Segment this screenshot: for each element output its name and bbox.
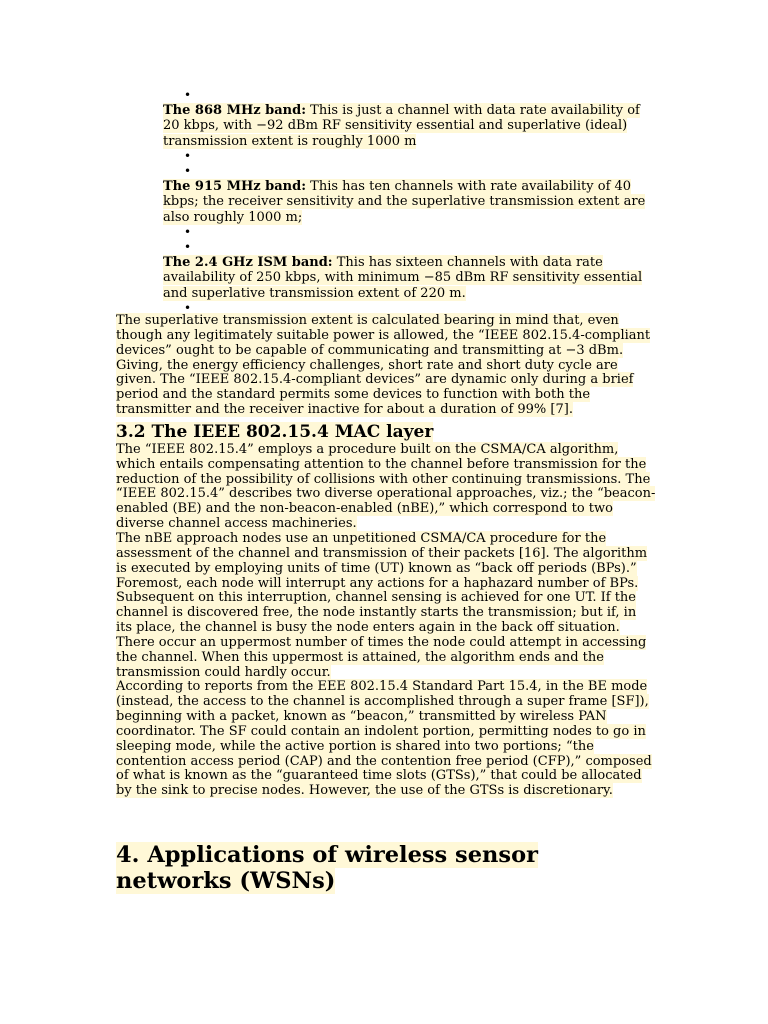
bullet-marker bbox=[163, 225, 653, 240]
band-868-text: This is just a channel with data rate availability of 20 kbps, with −92 dBm RF sensitivity essential and superlative (ideal) transmission extent is roughly 1000 m bbox=[163, 103, 640, 149]
bullet-marker bbox=[163, 88, 653, 103]
section-title bbox=[116, 842, 656, 894]
bullet-marker bbox=[163, 240, 653, 255]
band-915-text: This has ten channels with rate availability of 40 kbps; the receiver sensitivity and the superlative transmission extent are also roughly 1000 m; bbox=[163, 179, 646, 225]
paragraph-be-text: According to reports from the EEE 802.15.4 Standard Part 15.4, in the BE mode (instead, the access to the channel is accomplished through a super frame [SF]), beginning with a packet, known as “beacon,” transmitted by wireless PAN coordinator. The SF could contain an indolent portion, permitting nodes to go in sleeping mode, while the active portion is shared into two portions; “the contention access period (CAP) and the contention free period (CFP),” composed of what is known as the “guaranteed time slots (GTSs),” that could be allocated by the sink to precise nodes. However, the use of the GTSs is discretionary. bbox=[116, 679, 652, 799]
paragraph-mac-text: The “IEEE 802.15.4” employs a procedure built on the CSMA/CA algorithm, which entails compensating attention to the channel before transmission for the reduction of the possibility of collisions with other continuing transmissions. The “IEEE 802.15.4” describes two diverse operational approaches, viz.; the “beacon-enabled (BE) and the non-beacon-enabled (nBE),” which correspond to two diverse channel access machineries. bbox=[116, 441, 656, 532]
band-2400-text: This has sixteen channels with data rate availability of 250 kbps, with minimum −85 dBm RF sensitivity essential and superlative transmission extent of 220 m. bbox=[163, 255, 643, 301]
body-text bbox=[116, 314, 656, 799]
band-2400-name: The 2.4 GHz ISM band: bbox=[163, 255, 333, 271]
band-list bbox=[163, 88, 653, 316]
bullet-marker bbox=[163, 164, 653, 179]
band-868-item bbox=[163, 103, 653, 149]
band-868-name: The 868 MHz band: bbox=[163, 103, 307, 119]
paragraph-nbe-text: The nBE approach nodes use an unpetitioned CSMA/CA procedure for the assessment of the channel and transmission of their packets [16]. The algorithm is executed by employing units of time (UT) known as “back off periods (BPs).” Foremost, each node will interrupt any actions for a haphazard number of BPs. Subsequent on this interruption, channel sensing is achieved for one UT. If the channel is discovered free, the node instantly starts the transmission; but if, in its place, the channel is busy the node enters again in the back off situation. There occur an uppermost number of times the node could attempt in accessing the channel. When this uppermost is attained, the algorithm ends and the transmission could hardly occur. bbox=[116, 530, 648, 680]
section-title-text: 4. Applications of wireless sensor networks (WSNs) bbox=[116, 842, 538, 894]
band-2400-item bbox=[163, 255, 653, 301]
paragraph-be bbox=[116, 680, 656, 799]
band-915-item bbox=[163, 179, 653, 225]
paragraph-nbe bbox=[116, 532, 656, 680]
subsection-title bbox=[116, 422, 656, 442]
subsection-title-text: 3.2 The IEEE 802.15.4 MAC layer bbox=[116, 421, 434, 442]
band-915-name: The 915 MHz band: bbox=[163, 179, 307, 195]
paragraph-mac bbox=[116, 443, 656, 532]
paragraph-intro bbox=[116, 314, 656, 418]
bullet-marker bbox=[163, 149, 653, 164]
paragraph-intro-text: The superlative transmission extent is calculated bearing in mind that, even though any legitimately suitable power is allowed, the “IEEE 802.15.4-compliant devices” ought to be capable of communicating and transmitting at −3 dBm. Giving, the energy efficiency challenges, short rate and short duty cycle are given. The “IEEE 802.15.4-compliant devices” are dynamic only during a brief period and the standard permits some devices to function with both the transmitter and the receiver inactive for about a duration of 99% [7]. bbox=[116, 313, 651, 418]
